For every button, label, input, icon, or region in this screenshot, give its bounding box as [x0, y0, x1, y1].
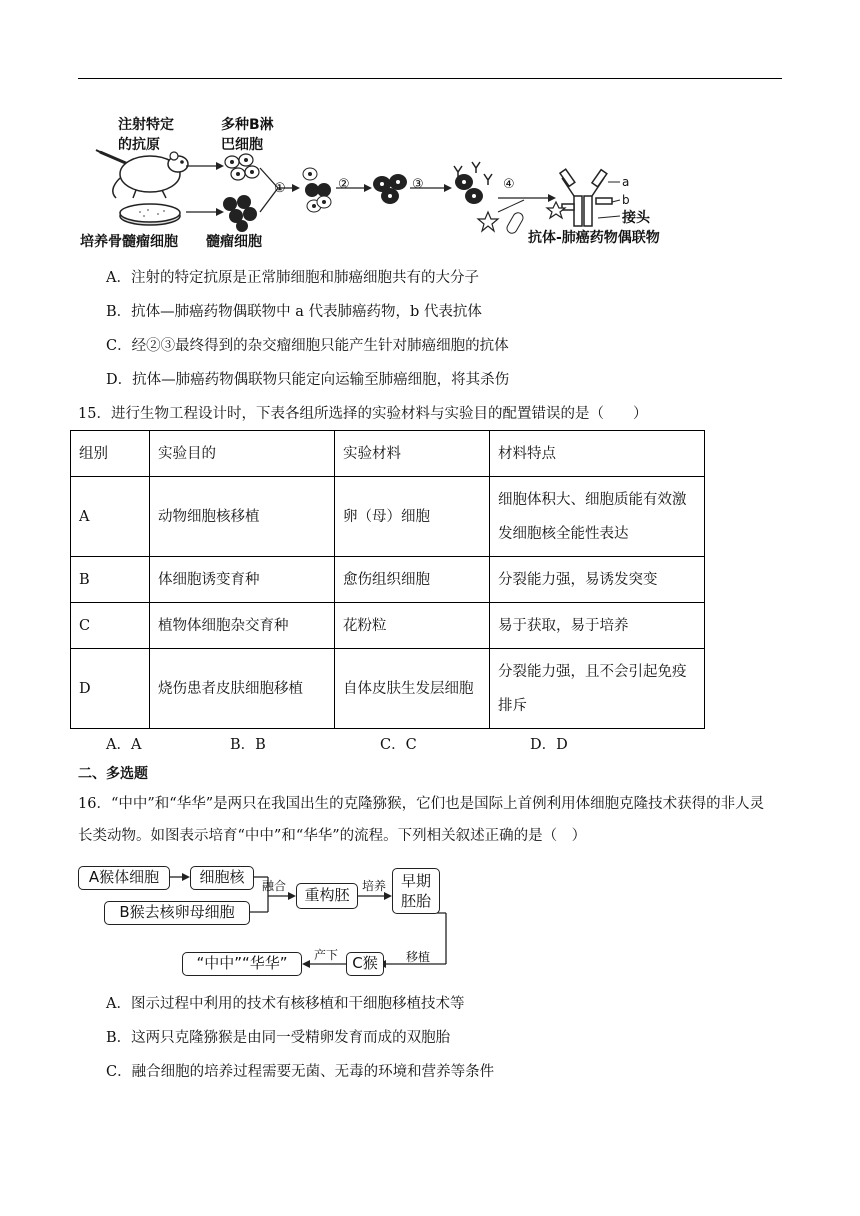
label-a: a	[622, 175, 630, 189]
table-row	[71, 603, 705, 649]
label-culture-step: 培养	[362, 879, 387, 893]
q16-option-a: A．图示过程中利用的技术有核移植和干细胞移植技术等	[106, 996, 465, 1012]
q14-option-c: C．经②③最终得到的杂交瘤细胞只能产生针对肺癌细胞的抗体	[106, 338, 509, 354]
header-cell: 实验材料	[335, 431, 490, 477]
table-cell: 动物细胞核移植	[150, 477, 335, 557]
box-a-somatic-cell: A猴体细胞	[78, 866, 170, 890]
table-cell: 愈伤组织细胞	[335, 557, 490, 603]
table-cell: D	[71, 649, 150, 729]
table-cell: 细胞体积大、细胞质能有效激发细胞核全能性表达	[490, 477, 705, 557]
table-cell: C	[71, 603, 150, 649]
mouse-icon	[113, 152, 188, 198]
table-cell: 自体皮肤生发层细胞	[335, 649, 490, 729]
label-joint: 接头	[622, 210, 650, 226]
table-cell: 分裂能力强，易诱发突变	[490, 557, 705, 603]
label-culture: 培养骨髓瘤细胞	[80, 234, 178, 250]
q15-option-a: A．A	[106, 737, 142, 753]
box-nucleus: 细胞核	[190, 866, 254, 890]
label-inject-line2: 的抗原	[118, 137, 160, 153]
table-cell: 分裂能力强，且不会引起免疫排斥	[490, 649, 705, 729]
box-reconstructed-embryo: 重构胚	[296, 883, 358, 909]
q15-option-c: C．C	[380, 737, 417, 753]
b-cells-icon	[225, 154, 259, 180]
label-conjugate: 抗体-肺癌药物偶联物	[528, 230, 660, 246]
step-3-label: ③	[412, 177, 424, 192]
label-bcell-line1: 多种B淋	[221, 117, 274, 133]
antibody-secreting-cells-icon	[454, 162, 492, 204]
q16-option-c: C．融合细胞的培养过程需要无菌、无毒的环境和营养等条件	[106, 1064, 495, 1080]
mixed-cells-icon	[303, 168, 331, 212]
label-fuse: 融合	[262, 879, 287, 893]
table-cell: 花粉粒	[335, 603, 490, 649]
early-embryo-line2: 胚胎	[400, 892, 431, 910]
early-embryo-line1: 早期	[400, 872, 431, 890]
q16-option-b: B．这两只克隆猕猴是由同一受精卵发育而成的双胞胎	[106, 1030, 451, 1046]
step-1-label: ①	[274, 181, 286, 196]
linker-icon	[505, 211, 525, 235]
label-myeloma: 髓瘤细胞	[206, 234, 262, 250]
q16-stem-line1: 16．“中中”和“华华”是两只在我国出生的克隆猕猴，它们也是国际上首例利用体细胞克隆技术获得的非人灵	[78, 796, 765, 812]
table-cell: 体细胞诱变育种	[150, 557, 335, 603]
box-early-embryo	[392, 868, 440, 914]
section-heading: 二、多选题	[78, 766, 148, 782]
table-cell: 卵（母）细胞	[335, 477, 490, 557]
q14-option-b: B．抗体—肺癌药物偶联物中 a 代表肺癌药物，b 代表抗体	[106, 304, 482, 320]
q15-option-d: D．D	[530, 737, 568, 753]
table-cell: 易于获取，易于培养	[490, 603, 705, 649]
table-row	[71, 557, 705, 603]
hybridoma-cells-icon	[373, 174, 407, 204]
table-row	[71, 477, 705, 557]
myeloma-cells-icon	[223, 195, 257, 232]
q14-option-d: D．抗体—肺癌药物偶联物只能定向运输至肺癌细胞，将其杀伤	[106, 372, 510, 388]
table-cell: 烧伤患者皮肤细胞移植	[150, 649, 335, 729]
header-cell: 材料特点	[490, 431, 705, 477]
q16-stem-line2: 长类动物。如图表示培育“中中”和“华华”的流程。下列相关叙述正确的是（ ）	[78, 828, 587, 844]
box-b-enucleated-egg: B猴去核卵母细胞	[104, 901, 250, 925]
table-cell: 植物体细胞杂交育种	[150, 603, 335, 649]
header-cell: 组别	[71, 431, 150, 477]
box-result-monkeys: “中中”“华华”	[182, 952, 302, 976]
table-cell: B	[71, 557, 150, 603]
label-b: b	[622, 193, 630, 207]
q15-table	[70, 430, 705, 729]
petri-dish-icon	[120, 204, 180, 225]
step-2-label: ②	[338, 177, 350, 192]
label-bcell-line2: 巴细胞	[221, 137, 263, 153]
q14-option-a: A．注射的特定抗原是正常肺细胞和肺癌细胞共有的大分子	[106, 270, 479, 286]
drug-star-icon	[478, 212, 498, 231]
label-transplant: 移植	[406, 950, 431, 964]
label-birth: 产下	[314, 948, 339, 962]
table-header-row	[71, 431, 705, 477]
header-cell: 实验目的	[150, 431, 335, 477]
table-cell: A	[71, 477, 150, 557]
label-inject-line1: 注射特定	[118, 117, 174, 133]
header-rule	[78, 78, 782, 79]
q15-stem: 15．进行生物工程设计时，下表各组所选择的实验材料与实验目的配置错误的是（ ）	[78, 406, 648, 422]
box-c-monkey: C猴	[346, 952, 384, 976]
table-row	[71, 649, 705, 729]
q15-option-b: B．B	[230, 737, 266, 753]
step-4-label: ④	[503, 177, 515, 192]
